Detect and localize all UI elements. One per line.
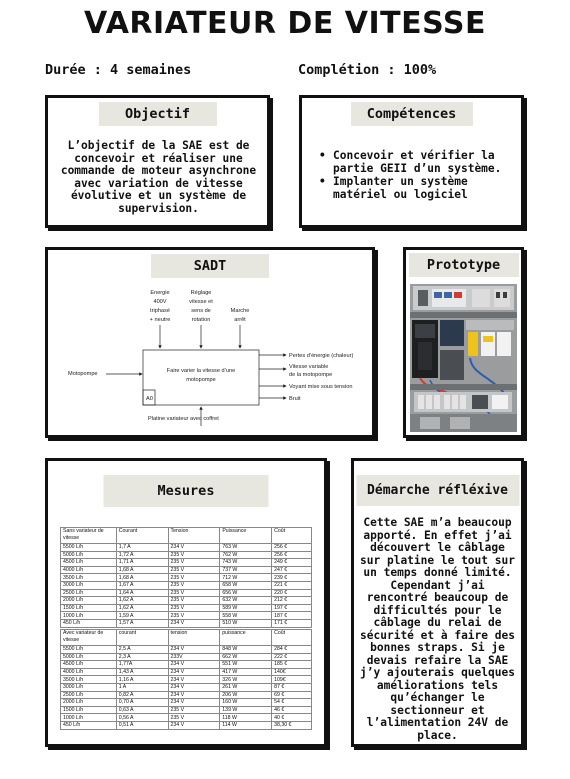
table-row xyxy=(61,646,312,654)
table-cell: 5000 L/h xyxy=(61,551,117,559)
table-cell: 235 V xyxy=(168,559,220,567)
table-cell: 256 € xyxy=(272,551,312,559)
table-cell: 2500 L/h xyxy=(61,691,117,699)
table-cell: 284 € xyxy=(272,646,312,654)
table-header-row xyxy=(61,528,312,544)
column-header: Coût xyxy=(272,630,312,646)
output-label: Pertes d’énergie (chaleur) xyxy=(289,353,354,359)
table-cell: 737 W xyxy=(220,566,272,574)
measurements-table-without-drive xyxy=(60,527,312,628)
control-label: 400V xyxy=(153,299,167,305)
table-cell: 3500 L/h xyxy=(61,574,117,582)
table-cell: 235 V xyxy=(168,714,220,722)
table-cell: 234 V xyxy=(168,699,220,707)
reflection-text: Cette SAE m’a beaucoup apporté. En effet j’ai découvert le câblage sur platine le tout sur un temps donné limité. Cependant j’ai rencontré beaucoup de difficultés pour le câblage du relai de sécurité et à faire des bonnes straps. Si je devais refaire la SAE j’y ajouterais quelques améliorations tels qu’échanger le sectionneur et l’alimentation 24V de place. xyxy=(360,516,515,742)
table-cell: 4000 L/h xyxy=(61,668,117,676)
table-row xyxy=(61,619,312,627)
skills-card xyxy=(299,95,524,228)
table-cell: 558 W xyxy=(220,612,272,620)
column-header: Coût xyxy=(272,528,312,544)
table-row xyxy=(61,691,312,699)
table-cell: 1,68 A xyxy=(116,566,168,574)
table-cell: 187 € xyxy=(272,612,312,620)
table-cell: 221 € xyxy=(272,581,312,589)
table-cell: 1,77A xyxy=(116,661,168,669)
table-row xyxy=(61,699,312,707)
table-cell: 235 V xyxy=(168,597,220,605)
table-cell: 235 V xyxy=(168,589,220,597)
objective-heading: Objectif xyxy=(99,102,217,126)
measurements-table-with-drive xyxy=(60,629,312,730)
table-row xyxy=(61,612,312,620)
table-cell: 46 € xyxy=(272,706,312,714)
table-cell: 185 € xyxy=(272,661,312,669)
table-cell: 109€ xyxy=(272,676,312,684)
column-header: Sans variateur de vitesse xyxy=(61,528,117,544)
table-cell: 712 W xyxy=(220,574,272,582)
table-row xyxy=(61,676,312,684)
table-cell: 261 W xyxy=(220,683,272,691)
table-cell: 87 € xyxy=(272,683,312,691)
table-row xyxy=(61,706,312,714)
duration-label: Durée : 4 semaines xyxy=(45,62,192,78)
table-cell: 1,16 A xyxy=(116,676,168,684)
table-row xyxy=(61,721,312,729)
table-cell: 450 L/h xyxy=(61,619,117,627)
control-label: arrêt xyxy=(234,317,246,323)
table-cell: 247 € xyxy=(272,566,312,574)
table-cell: 249 € xyxy=(272,559,312,567)
table-cell: 763 W xyxy=(220,544,272,552)
table-cell: 212 € xyxy=(272,597,312,605)
function-code: A0 xyxy=(146,396,153,402)
table-cell: 1 A xyxy=(116,683,168,691)
table-cell: 1,67 A xyxy=(116,581,168,589)
input-label: Motopompe xyxy=(68,371,98,377)
output-label: Vitesse variable xyxy=(289,364,329,370)
table-cell: 234 V xyxy=(168,619,220,627)
mechanism-label: Platine variateur avec coffret xyxy=(148,416,219,422)
table-header-row xyxy=(61,630,312,646)
table-cell: 5500 L/h xyxy=(61,646,117,654)
completion-label: Complétion : 100% xyxy=(298,62,437,78)
table-cell: 417 W xyxy=(220,668,272,676)
control-label: vitesse et xyxy=(189,299,213,305)
table-cell: 848 W xyxy=(220,646,272,654)
table-row xyxy=(61,683,312,691)
table-cell: 1,62 A xyxy=(116,604,168,612)
table-cell: 4000 L/h xyxy=(61,566,117,574)
skill-item: • Implanter un système matériel ou logiciel xyxy=(318,176,511,201)
output-label: de la motopompe xyxy=(289,372,333,378)
table-cell: 2500 L/h xyxy=(61,589,117,597)
table-cell: 197 € xyxy=(272,604,312,612)
table-cell: 235 V xyxy=(168,566,220,574)
table-cell: 1500 L/h xyxy=(61,706,117,714)
table-row xyxy=(61,604,312,612)
table-row xyxy=(61,668,312,676)
table-cell: 0,63 A xyxy=(116,706,168,714)
table-cell: 632 W xyxy=(220,597,272,605)
table-cell: 69 € xyxy=(272,691,312,699)
table-cell: 4500 L/h xyxy=(61,559,117,567)
table-cell: 0,70 A xyxy=(116,699,168,707)
table-cell: 1000 L/h xyxy=(61,612,117,620)
table-cell: 0,82 A xyxy=(116,691,168,699)
table-cell: 235 V xyxy=(168,604,220,612)
table-cell: 2000 L/h xyxy=(61,597,117,605)
table-cell: 234 V xyxy=(168,646,220,654)
sadt-diagram xyxy=(58,280,363,430)
table-row xyxy=(61,551,312,559)
table-cell: 234 V xyxy=(168,691,220,699)
table-cell: 38,30 € xyxy=(272,721,312,729)
table-cell: 3500 L/h xyxy=(61,676,117,684)
table-cell: 743 W xyxy=(220,559,272,567)
table-cell: 1,57 A xyxy=(116,619,168,627)
table-cell: 234 V xyxy=(168,676,220,684)
table-cell: 1,71 A xyxy=(116,559,168,567)
table-cell: 206 W xyxy=(220,691,272,699)
output-label: Voyant mise sous tension xyxy=(289,384,353,390)
control-label: sens de xyxy=(191,308,211,314)
column-header: puissance xyxy=(220,630,272,646)
table-cell: 589 W xyxy=(220,604,272,612)
table-cell: 0,51 A xyxy=(116,721,168,729)
sadt-heading: SADT xyxy=(151,254,269,278)
objective-card xyxy=(45,95,270,228)
control-label: Réglage xyxy=(190,290,212,296)
table-row xyxy=(61,544,312,552)
control-label: triphasé xyxy=(150,308,170,314)
table-cell: 0,56 A xyxy=(116,714,168,722)
skills-list xyxy=(318,150,511,201)
control-label: Marche xyxy=(230,308,250,314)
function-text: motopompe xyxy=(186,377,216,383)
table-cell: 235 V xyxy=(168,581,220,589)
table-cell: 1,7 A xyxy=(116,544,168,552)
table-cell: 234 V xyxy=(168,668,220,676)
table-cell: 139 W xyxy=(220,706,272,714)
table-cell: 140€ xyxy=(272,668,312,676)
table-cell: 656 W xyxy=(220,589,272,597)
column-header: Tension xyxy=(168,528,220,544)
column-header: Courant xyxy=(116,528,168,544)
table-cell: 658 W xyxy=(220,581,272,589)
table-cell: 551 W xyxy=(220,661,272,669)
prototype-heading: Prototype xyxy=(409,253,519,277)
electrical-cabinet-photo xyxy=(410,284,517,432)
skill-item: • Concevoir et vérifier la partie GEII d’un système. xyxy=(318,150,511,175)
table-cell: 3000 L/h xyxy=(61,683,117,691)
table-cell: 1,68 A xyxy=(116,574,168,582)
measurements-card xyxy=(45,458,327,747)
table-cell: 171 € xyxy=(272,619,312,627)
table-cell: 510 W xyxy=(220,619,272,627)
table-cell: 3000 L/h xyxy=(61,581,117,589)
objective-text: L’objectif de la SAE est de concevoir et réaliser une commande de moteur asynchrone avec variation de vitesse évolutive et un système de supervision. xyxy=(60,139,257,215)
table-cell: 326 W xyxy=(220,676,272,684)
table-row xyxy=(61,566,312,574)
control-label: + neutre xyxy=(149,317,171,323)
table-cell: 2,5 A xyxy=(116,646,168,654)
table-cell: 450 L/h xyxy=(61,721,117,729)
table-row xyxy=(61,589,312,597)
table-cell: 1000 L/h xyxy=(61,714,117,722)
table-row xyxy=(61,574,312,582)
table-cell: 234 V xyxy=(168,721,220,729)
table-cell: 239 € xyxy=(272,574,312,582)
table-cell: 1,59 A xyxy=(116,612,168,620)
output-label: Bruit xyxy=(289,396,301,402)
prototype-card xyxy=(403,247,524,438)
sadt-card xyxy=(45,247,375,438)
column-header: Avec variateur de vitesse xyxy=(61,630,117,646)
table-cell: 2,3 A xyxy=(116,653,168,661)
table-cell: 1,62 A xyxy=(116,597,168,605)
control-label: Energie xyxy=(150,290,170,296)
table-cell: 235 V xyxy=(168,706,220,714)
column-header: courant xyxy=(116,630,168,646)
table-cell: 662 W xyxy=(220,653,272,661)
table-cell: 4500 L/h xyxy=(61,661,117,669)
table-cell: 256 € xyxy=(272,544,312,552)
table-cell: 40 € xyxy=(272,714,312,722)
table-cell: 118 W xyxy=(220,714,272,722)
table-row xyxy=(61,581,312,589)
table-cell: 235 V xyxy=(168,612,220,620)
table-cell: 234 V xyxy=(168,683,220,691)
table-cell: 5500 L/h xyxy=(61,544,117,552)
table-row xyxy=(61,597,312,605)
page-title: VARIATEUR DE VITESSE xyxy=(84,6,486,41)
reflection-card xyxy=(351,458,524,747)
measurements-heading: Mesures xyxy=(104,475,269,507)
table-cell: 1,43 A xyxy=(116,668,168,676)
table-cell: 235 V xyxy=(168,574,220,582)
table-cell: 54 € xyxy=(272,699,312,707)
table-cell: 114 W xyxy=(220,721,272,729)
table-cell: 233V xyxy=(168,653,220,661)
skills-heading: Compétences xyxy=(351,102,473,126)
table-row xyxy=(61,653,312,661)
table-cell: 1,72 A xyxy=(116,551,168,559)
reflection-heading: Démarche réfléxive xyxy=(356,475,519,506)
table-row xyxy=(61,661,312,669)
table-cell: 234 V xyxy=(168,544,220,552)
table-cell: 235 V xyxy=(168,551,220,559)
table-cell: 160 W xyxy=(220,699,272,707)
table-cell: 220 € xyxy=(272,589,312,597)
table-cell: 1500 L/h xyxy=(61,604,117,612)
function-text: Faire varier la vitesse d’une xyxy=(166,368,236,374)
table-cell: 762 W xyxy=(220,551,272,559)
table-row xyxy=(61,714,312,722)
control-label: rotation xyxy=(191,317,211,323)
table-cell: 1,64 A xyxy=(116,589,168,597)
column-header: Puissance xyxy=(220,528,272,544)
table-cell: 222 € xyxy=(272,653,312,661)
column-header: tension xyxy=(168,630,220,646)
table-cell: 2000 L/h xyxy=(61,699,117,707)
table-cell: 234 V xyxy=(168,661,220,669)
table-cell: 5000 L/h xyxy=(61,653,117,661)
table-row xyxy=(61,559,312,567)
